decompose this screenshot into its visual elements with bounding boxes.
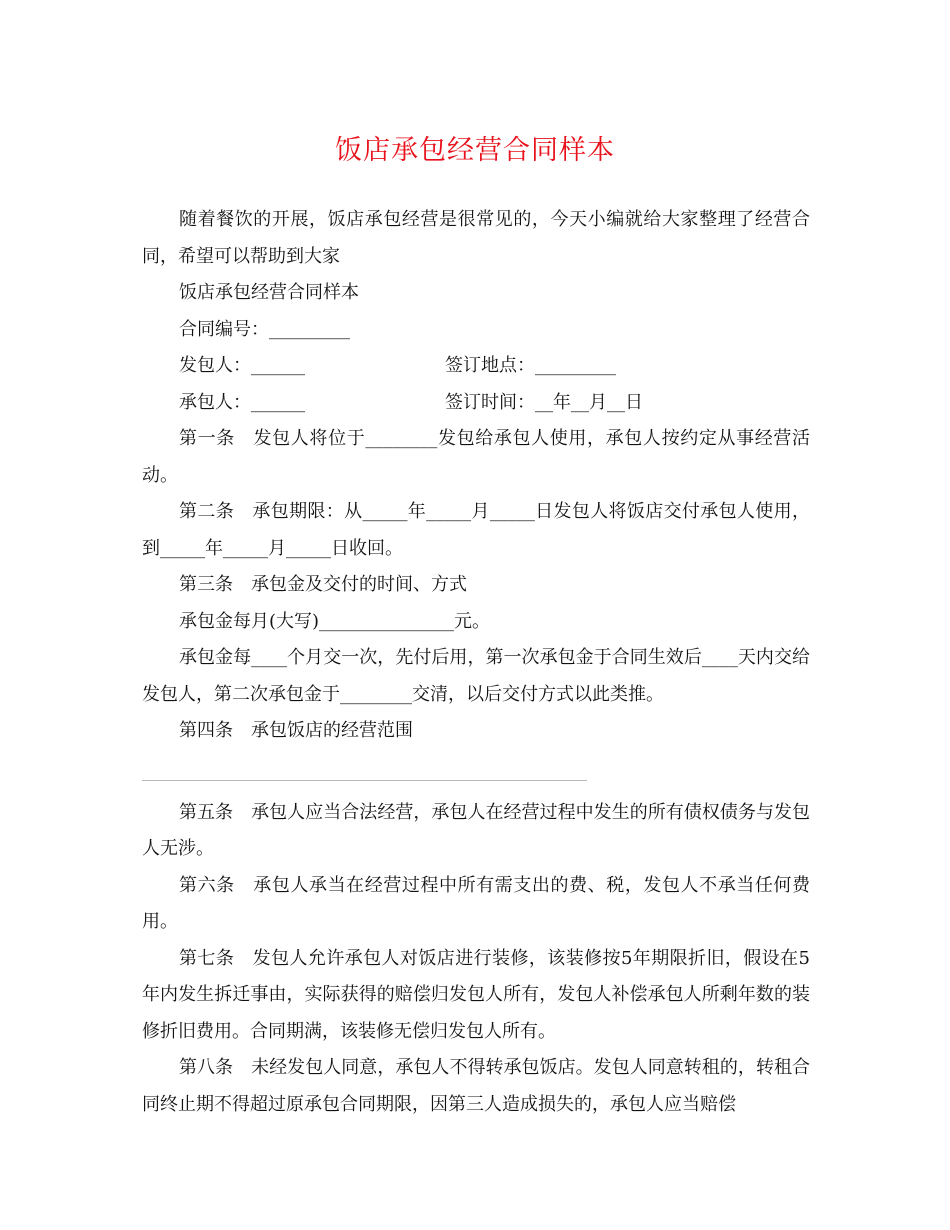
party-a-row <box>142 348 810 385</box>
document-body <box>142 202 810 1123</box>
article-3: 第三条 承包金及交付的时间、方式 <box>179 574 467 595</box>
party-b-row <box>142 385 810 422</box>
article-2: 第二条 承包期限：从_____年_____月_____日发包人将饭店交付承包人使用，到_____年_____月_____日收回。 <box>142 501 810 559</box>
contract-number-line: 合同编号：_________ <box>179 318 350 340</box>
article-1: 第一条 发包人将位于________发包给承包人使用，承包人按约定从事经营活动。 <box>142 428 810 486</box>
sign-place-field: 签订地点：_________ <box>445 355 616 376</box>
article-8: 第八条 未经发包人同意，承包人不得转承包饭店。发包人同意转租的，转租合同终止期不得超过原承包合同期限，因第三人造成损失的，承包人应当赔偿 <box>142 1057 810 1115</box>
divider-line <box>142 780 587 781</box>
sign-time-field: 签订时间：__年__月__日 <box>445 391 643 413</box>
article-4: 第四条 承包饭店的经营范围 <box>179 720 413 741</box>
article-7: 第七条 发包人允许承包人对饭店进行装修，该装修按5年期限折旧，假设在5年内发生拆迁事由，实际获得的赔偿归发包人所有，发包人补偿承包人所剩年数的装修折旧费用。合同期满，该装修无偿归发包人所有。 <box>142 947 810 1042</box>
article-5: 第五条 承包人应当合法经营，承包人在经营过程中发生的所有债权债务与发包人无涉。 <box>142 801 810 859</box>
article-6: 第六条 承包人承当在经营过程中所有需支出的费、税，发包人不承当任何费用。 <box>142 874 810 932</box>
article-3-payment: 承包金每____个月交一次，先付后用，第一次承包金于合同生效后____天内交给发包人，第二次承包金于________交清，以后交付方式以此类推。 <box>142 647 810 705</box>
document-title: 饭店承包经营合同样本 <box>335 135 615 166</box>
intro-paragraph: 随着餐饮的开展，饭店承包经营是很常见的，今天小编就给大家整理了经营合同，希望可以帮助到大家 <box>142 209 810 267</box>
party-b-field: 承包人：______ <box>179 391 305 413</box>
subtitle-line: 饭店承包经营合同样本 <box>179 282 359 303</box>
party-a-field: 发包人：______ <box>179 355 305 376</box>
blank-space <box>142 750 810 772</box>
article-3-amount: 承包金每月(大写)_______________元。 <box>179 610 491 632</box>
